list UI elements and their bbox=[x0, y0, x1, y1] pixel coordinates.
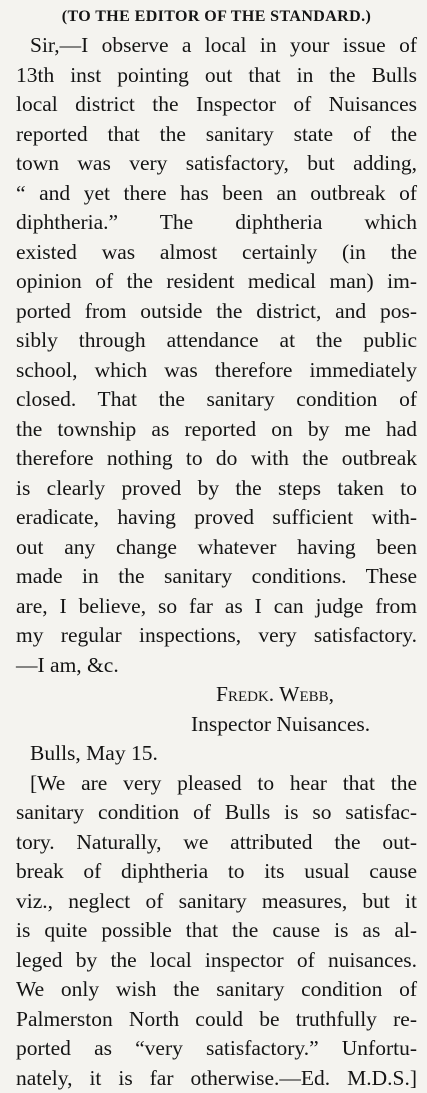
letter-line: local district the Inspector of Nuisances bbox=[16, 90, 417, 120]
editor-note-line: tory. Naturally, we attributed the out- bbox=[16, 828, 417, 858]
letter-line: are, I believe, so far as I can judge from bbox=[16, 592, 417, 622]
letter-line: ported from outside the district, and pos- bbox=[16, 297, 417, 327]
letter-line: opinion of the resident medical man) im- bbox=[16, 267, 417, 297]
editor-note-line: is quite possible that the cause is as al- bbox=[16, 916, 417, 946]
letter-body bbox=[16, 31, 417, 680]
letter-line: diphtheria.” The diphtheria which bbox=[16, 208, 417, 238]
letter-line: Sir,—I observe a local in your issue of bbox=[16, 31, 417, 61]
letter-line: “ and yet there has been an outbreak of bbox=[16, 179, 417, 209]
editor-note-line: Palmerston North could be truthfully re- bbox=[16, 1005, 417, 1035]
letter-line: sibly through attendance at the public bbox=[16, 326, 417, 356]
letter-line: eradicate, having proved sufficient with- bbox=[16, 503, 417, 533]
letter-line: out any change whatever having been bbox=[16, 533, 417, 563]
letter-line: town was very satisfactory, but adding, bbox=[16, 149, 417, 179]
letter-line: closed. That the sanitary condition of bbox=[16, 385, 417, 415]
letter-line: the township as reported on by me had bbox=[16, 415, 417, 445]
letter-line: —I am, &c. bbox=[16, 651, 417, 681]
letter-line: made in the sanitary conditions. These bbox=[16, 562, 417, 592]
editor-note-line: viz., neglect of sanitary measures, but it bbox=[16, 887, 417, 917]
letter-heading: (TO THE EDITOR OF THE STANDARD.) bbox=[16, 4, 417, 29]
letter-line: 13th inst pointing out that in the Bulls bbox=[16, 61, 417, 91]
editor-note-line: sanitary condition of Bulls is so satisfac- bbox=[16, 798, 417, 828]
letter-line: school, which was therefore immediately bbox=[16, 356, 417, 386]
editor-note-line: nately, it is far otherwise.—Ed. M.D.S.] bbox=[16, 1064, 417, 1093]
dateline: Bulls, May 15. bbox=[16, 739, 417, 769]
letter-line: existed was almost certainly (in the bbox=[16, 238, 417, 268]
editor-note bbox=[16, 769, 417, 1093]
editor-note-line: [We are very pleased to hear that the bbox=[16, 769, 417, 799]
signature-title: Inspector Nuisances. bbox=[16, 710, 417, 740]
letter-line: my regular inspections, very satisfactory. bbox=[16, 621, 417, 651]
letter-line: therefore nothing to do with the outbreak bbox=[16, 444, 417, 474]
signature-name: Fredk. Webb, bbox=[16, 680, 417, 710]
editor-note-line: ported as “very satisfactory.” Unfortu- bbox=[16, 1034, 417, 1064]
editor-note-line: break of diphtheria to its usual cause bbox=[16, 857, 417, 887]
editor-note-line: We only wish the sanitary condition of bbox=[16, 975, 417, 1005]
editor-note-line: leged by the local inspector of nuisances. bbox=[16, 946, 417, 976]
letter-line: reported that the sanitary state of the bbox=[16, 120, 417, 150]
letter-line: is clearly proved by the steps taken to bbox=[16, 474, 417, 504]
